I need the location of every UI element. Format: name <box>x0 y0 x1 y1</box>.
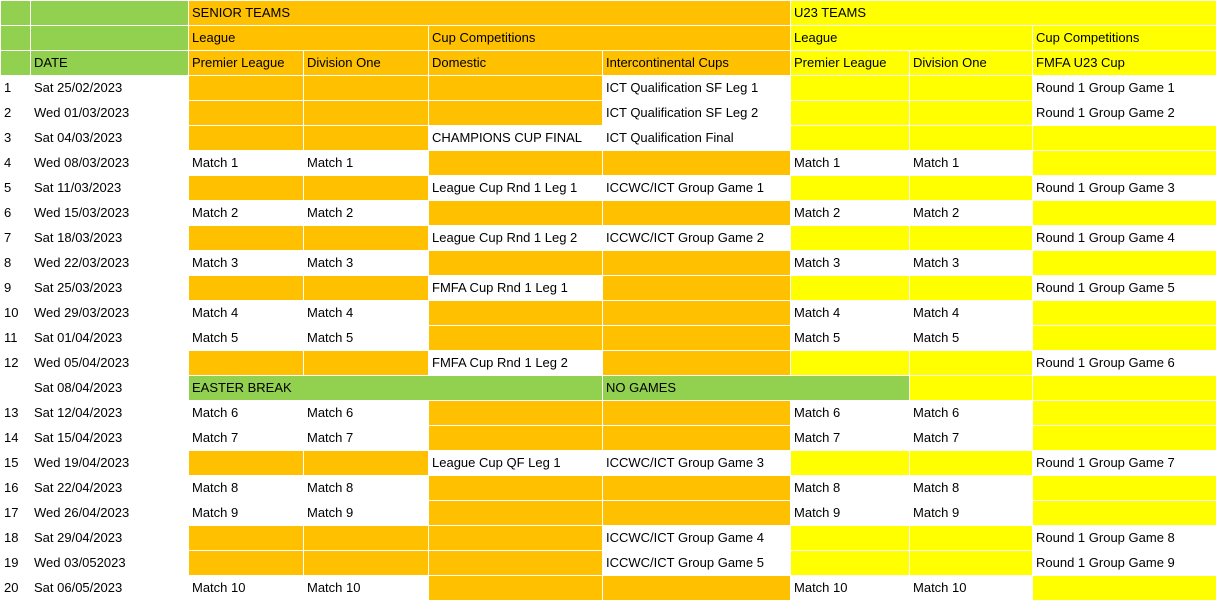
cell-senior-division-one: Match 6 <box>304 401 429 426</box>
row-number <box>1 376 31 401</box>
senior-teams-band: SENIOR TEAMS <box>189 1 791 26</box>
row-number: 11 <box>1 326 31 351</box>
corner-cell-num <box>1 1 31 26</box>
row-date: Wed 22/03/2023 <box>31 251 189 276</box>
row-date: Wed 19/04/2023 <box>31 451 189 476</box>
cell-senior-premier-league <box>189 276 304 301</box>
cell-u23-division-one: Match 1 <box>910 151 1033 176</box>
cell-u23-division-one: Match 8 <box>910 476 1033 501</box>
cell-senior-division-one <box>304 76 429 101</box>
table-row <box>1 226 1216 251</box>
cell-u23-division-one: Match 7 <box>910 426 1033 451</box>
cell-u23-premier-league <box>791 451 910 476</box>
table-row <box>1 301 1216 326</box>
cell-intercontinental-cup <box>603 326 791 351</box>
cell-senior-division-one: Match 4 <box>304 301 429 326</box>
cell-senior-division-one <box>304 276 429 301</box>
cell-u23-cup <box>1033 126 1216 151</box>
cell-u23-premier-league: Match 4 <box>791 301 910 326</box>
cell-domestic-cup <box>429 576 603 601</box>
cell-u23-division-one <box>910 526 1033 551</box>
row-date: Sat 01/04/2023 <box>31 326 189 351</box>
table-row <box>1 501 1216 526</box>
cell-domestic-cup: League Cup QF Leg 1 <box>429 451 603 476</box>
table-row <box>1 401 1216 426</box>
cell-intercontinental-cup <box>603 301 791 326</box>
cell-senior-division-one: Match 5 <box>304 326 429 351</box>
row-number: 17 <box>1 501 31 526</box>
cell-senior-premier-league: Match 2 <box>189 201 304 226</box>
u23-cup-group: Cup Competitions <box>1033 26 1216 51</box>
cell-intercontinental-cup <box>603 476 791 501</box>
cell-senior-premier-league: Match 8 <box>189 476 304 501</box>
cell-senior-division-one: Match 3 <box>304 251 429 276</box>
table-row <box>1 351 1216 376</box>
cell-u23-cup: Round 1 Group Game 7 <box>1033 451 1216 476</box>
cell-u23-premier-league <box>791 126 910 151</box>
row-number: 2 <box>1 101 31 126</box>
cell-u23-cup: Round 1 Group Game 4 <box>1033 226 1216 251</box>
row-number: 10 <box>1 301 31 326</box>
cell-u23-premier-league <box>791 351 910 376</box>
cell-u23-cup <box>1033 401 1216 426</box>
cell-u23-cup: Round 1 Group Game 1 <box>1033 76 1216 101</box>
cell-u23-division-one <box>910 101 1033 126</box>
cell-u23-premier-league: Match 1 <box>791 151 910 176</box>
cell-senior-premier-league <box>189 176 304 201</box>
row-date: Sat 11/03/2023 <box>31 176 189 201</box>
table-row <box>1 276 1216 301</box>
cell-senior-premier-league <box>189 451 304 476</box>
cell-senior-division-one: Match 2 <box>304 201 429 226</box>
cell-domestic-cup <box>429 101 603 126</box>
table-row <box>1 576 1216 601</box>
corner-cell-date <box>31 1 189 26</box>
row-date: Sat 18/03/2023 <box>31 226 189 251</box>
row-date: Sat 04/03/2023 <box>31 126 189 151</box>
row-number: 20 <box>1 576 31 601</box>
table-row <box>1 426 1216 451</box>
cell-u23-division-one <box>910 226 1033 251</box>
cell-senior-premier-league: Match 1 <box>189 151 304 176</box>
cell-senior-premier-league <box>189 126 304 151</box>
date-column-header: DATE <box>31 51 189 76</box>
cell-u23-division-one <box>910 351 1033 376</box>
row-date: Wed 03/052023 <box>31 551 189 576</box>
table-row <box>1 201 1216 226</box>
cell-intercontinental-cup <box>603 576 791 601</box>
table-row <box>1 126 1216 151</box>
cell-senior-premier-league <box>189 551 304 576</box>
cell-u23-cup <box>1033 576 1216 601</box>
break-u23-premier <box>910 376 1033 401</box>
cell-u23-division-one: Match 2 <box>910 201 1033 226</box>
cell-senior-division-one <box>304 351 429 376</box>
cell-intercontinental-cup <box>603 426 791 451</box>
row-number: 9 <box>1 276 31 301</box>
cell-domestic-cup <box>429 201 603 226</box>
cell-u23-division-one: Match 5 <box>910 326 1033 351</box>
cell-u23-premier-league <box>791 276 910 301</box>
column-u23-premier-league: Premier League <box>791 51 910 76</box>
table-row <box>1 376 1216 401</box>
cell-u23-division-one <box>910 551 1033 576</box>
column-senior-division-one: Division One <box>304 51 429 76</box>
cell-senior-division-one: Match 10 <box>304 576 429 601</box>
cell-u23-premier-league: Match 10 <box>791 576 910 601</box>
cell-intercontinental-cup <box>603 401 791 426</box>
cell-domestic-cup <box>429 526 603 551</box>
cell-intercontinental-cup: ICCWC/ICT Group Game 3 <box>603 451 791 476</box>
cell-u23-premier-league: Match 3 <box>791 251 910 276</box>
row-date: Sat 15/04/2023 <box>31 426 189 451</box>
cell-u23-cup: Round 1 Group Game 5 <box>1033 276 1216 301</box>
cell-u23-premier-league <box>791 526 910 551</box>
cell-u23-premier-league <box>791 176 910 201</box>
row-date: Wed 08/03/2023 <box>31 151 189 176</box>
row-number: 18 <box>1 526 31 551</box>
cell-u23-cup: Round 1 Group Game 8 <box>1033 526 1216 551</box>
row-date: Wed 05/04/2023 <box>31 351 189 376</box>
row-date: Sat 25/02/2023 <box>31 76 189 101</box>
cell-u23-cup <box>1033 151 1216 176</box>
cell-u23-cup <box>1033 426 1216 451</box>
row-number: 5 <box>1 176 31 201</box>
row-date: Sat 12/04/2023 <box>31 401 189 426</box>
table-row <box>1 151 1216 176</box>
cell-senior-division-one <box>304 526 429 551</box>
table-row <box>1 101 1216 126</box>
cell-u23-cup <box>1033 251 1216 276</box>
cell-u23-premier-league: Match 9 <box>791 501 910 526</box>
cell-domestic-cup: FMFA Cup Rnd 1 Leg 2 <box>429 351 603 376</box>
corner-cell-date-2 <box>31 26 189 51</box>
cell-senior-premier-league: Match 5 <box>189 326 304 351</box>
cell-intercontinental-cup: ICCWC/ICT Group Game 4 <box>603 526 791 551</box>
column-domestic-cups: Domestic <box>429 51 603 76</box>
cell-domestic-cup <box>429 476 603 501</box>
cell-intercontinental-cup <box>603 251 791 276</box>
cell-senior-division-one: Match 9 <box>304 501 429 526</box>
table-row <box>1 526 1216 551</box>
row-number: 4 <box>1 151 31 176</box>
break-label-left: EASTER BREAK <box>189 376 603 401</box>
row-date: Wed 01/03/2023 <box>31 101 189 126</box>
cell-domestic-cup <box>429 551 603 576</box>
cell-intercontinental-cup: ICT Qualification SF Leg 2 <box>603 101 791 126</box>
cell-u23-division-one: Match 4 <box>910 301 1033 326</box>
table-row <box>1 451 1216 476</box>
cell-u23-division-one: Match 6 <box>910 401 1033 426</box>
column-u23-cup: FMFA U23 Cup <box>1033 51 1216 76</box>
cell-domestic-cup: FMFA Cup Rnd 1 Leg 1 <box>429 276 603 301</box>
row-number: 7 <box>1 226 31 251</box>
cell-u23-premier-league <box>791 101 910 126</box>
cell-u23-premier-league: Match 7 <box>791 426 910 451</box>
senior-league-group: League <box>189 26 429 51</box>
table-row <box>1 176 1216 201</box>
cell-u23-division-one: Match 9 <box>910 501 1033 526</box>
corner-cell-num-3 <box>1 51 31 76</box>
table-header <box>1 1 1216 76</box>
cell-intercontinental-cup: ICT Qualification SF Leg 1 <box>603 76 791 101</box>
cell-senior-division-one <box>304 101 429 126</box>
cell-u23-division-one: Match 3 <box>910 251 1033 276</box>
table-row <box>1 76 1216 101</box>
cell-u23-division-one: Match 10 <box>910 576 1033 601</box>
row-number: 3 <box>1 126 31 151</box>
table-body <box>1 76 1216 601</box>
cell-domestic-cup <box>429 301 603 326</box>
row-number: 15 <box>1 451 31 476</box>
cell-senior-premier-league: Match 3 <box>189 251 304 276</box>
cell-intercontinental-cup: ICCWC/ICT Group Game 5 <box>603 551 791 576</box>
cell-senior-division-one: Match 1 <box>304 151 429 176</box>
row-number: 8 <box>1 251 31 276</box>
cell-senior-premier-league: Match 7 <box>189 426 304 451</box>
cell-intercontinental-cup <box>603 151 791 176</box>
cell-u23-division-one <box>910 451 1033 476</box>
header-column-row <box>1 51 1216 76</box>
cell-u23-premier-league <box>791 551 910 576</box>
header-group-row <box>1 26 1216 51</box>
u23-league-group: League <box>791 26 1033 51</box>
cell-u23-cup <box>1033 201 1216 226</box>
cell-u23-division-one <box>910 76 1033 101</box>
cell-domestic-cup <box>429 251 603 276</box>
column-intercontinental-cups: Intercontinental Cups <box>603 51 791 76</box>
cell-u23-cup <box>1033 301 1216 326</box>
cell-intercontinental-cup: ICT Qualification Final <box>603 126 791 151</box>
row-date: Sat 08/04/2023 <box>31 376 189 401</box>
cell-domestic-cup <box>429 326 603 351</box>
row-date: Sat 25/03/2023 <box>31 276 189 301</box>
cell-u23-cup: Round 1 Group Game 9 <box>1033 551 1216 576</box>
row-date: Sat 29/04/2023 <box>31 526 189 551</box>
cell-u23-premier-league: Match 2 <box>791 201 910 226</box>
cell-senior-division-one <box>304 551 429 576</box>
cell-domestic-cup <box>429 401 603 426</box>
cell-domestic-cup <box>429 151 603 176</box>
cell-senior-premier-league <box>189 101 304 126</box>
table-row <box>1 251 1216 276</box>
row-number: 19 <box>1 551 31 576</box>
cell-senior-premier-league <box>189 351 304 376</box>
cell-domestic-cup: League Cup Rnd 1 Leg 2 <box>429 226 603 251</box>
cell-u23-premier-league <box>791 76 910 101</box>
cell-u23-cup: Round 1 Group Game 3 <box>1033 176 1216 201</box>
cell-u23-premier-league <box>791 226 910 251</box>
cell-u23-cup <box>1033 326 1216 351</box>
row-date: Wed 26/04/2023 <box>31 501 189 526</box>
row-date: Wed 15/03/2023 <box>31 201 189 226</box>
cell-senior-premier-league: Match 4 <box>189 301 304 326</box>
cell-intercontinental-cup: ICCWC/ICT Group Game 2 <box>603 226 791 251</box>
cell-domestic-cup <box>429 501 603 526</box>
cell-u23-cup <box>1033 476 1216 501</box>
table-row <box>1 551 1216 576</box>
row-number: 1 <box>1 76 31 101</box>
cell-senior-premier-league <box>189 526 304 551</box>
cell-u23-premier-league: Match 5 <box>791 326 910 351</box>
cell-u23-premier-league: Match 6 <box>791 401 910 426</box>
cell-u23-cup: Round 1 Group Game 2 <box>1033 101 1216 126</box>
cell-intercontinental-cup <box>603 201 791 226</box>
cell-senior-division-one <box>304 126 429 151</box>
senior-cup-group: Cup Competitions <box>429 26 791 51</box>
row-number: 16 <box>1 476 31 501</box>
cell-senior-division-one: Match 7 <box>304 426 429 451</box>
header-band-row <box>1 1 1216 26</box>
break-label-right: NO GAMES <box>603 376 910 401</box>
cell-senior-premier-league: Match 6 <box>189 401 304 426</box>
u23-teams-band: U23 TEAMS <box>791 1 1216 26</box>
cell-senior-premier-league: Match 10 <box>189 576 304 601</box>
cell-u23-division-one <box>910 126 1033 151</box>
cell-intercontinental-cup: ICCWC/ICT Group Game 1 <box>603 176 791 201</box>
row-number: 13 <box>1 401 31 426</box>
cell-senior-premier-league: Match 9 <box>189 501 304 526</box>
cell-u23-cup: Round 1 Group Game 6 <box>1033 351 1216 376</box>
column-u23-division-one: Division One <box>910 51 1033 76</box>
row-number: 6 <box>1 201 31 226</box>
cell-intercontinental-cup <box>603 276 791 301</box>
row-number: 12 <box>1 351 31 376</box>
cell-senior-premier-league <box>189 226 304 251</box>
row-date: Sat 22/04/2023 <box>31 476 189 501</box>
cell-u23-division-one <box>910 176 1033 201</box>
cell-domestic-cup: CHAMPIONS CUP FINAL <box>429 126 603 151</box>
cell-senior-division-one <box>304 451 429 476</box>
row-number: 14 <box>1 426 31 451</box>
cell-u23-premier-league: Match 8 <box>791 476 910 501</box>
cell-domestic-cup <box>429 426 603 451</box>
cell-senior-division-one <box>304 226 429 251</box>
row-date: Sat 06/05/2023 <box>31 576 189 601</box>
cell-senior-premier-league <box>189 76 304 101</box>
table-row <box>1 476 1216 501</box>
cell-senior-division-one <box>304 176 429 201</box>
corner-cell-num-2 <box>1 26 31 51</box>
cell-domestic-cup <box>429 76 603 101</box>
table-row <box>1 326 1216 351</box>
row-date: Wed 29/03/2023 <box>31 301 189 326</box>
cell-intercontinental-cup <box>603 351 791 376</box>
cell-domestic-cup: League Cup Rnd 1 Leg 1 <box>429 176 603 201</box>
cell-u23-division-one <box>910 276 1033 301</box>
cell-intercontinental-cup <box>603 501 791 526</box>
cell-senior-division-one: Match 8 <box>304 476 429 501</box>
column-senior-premier-league: Premier League <box>189 51 304 76</box>
cell-u23-cup <box>1033 501 1216 526</box>
break-u23-division-one <box>1033 376 1216 401</box>
